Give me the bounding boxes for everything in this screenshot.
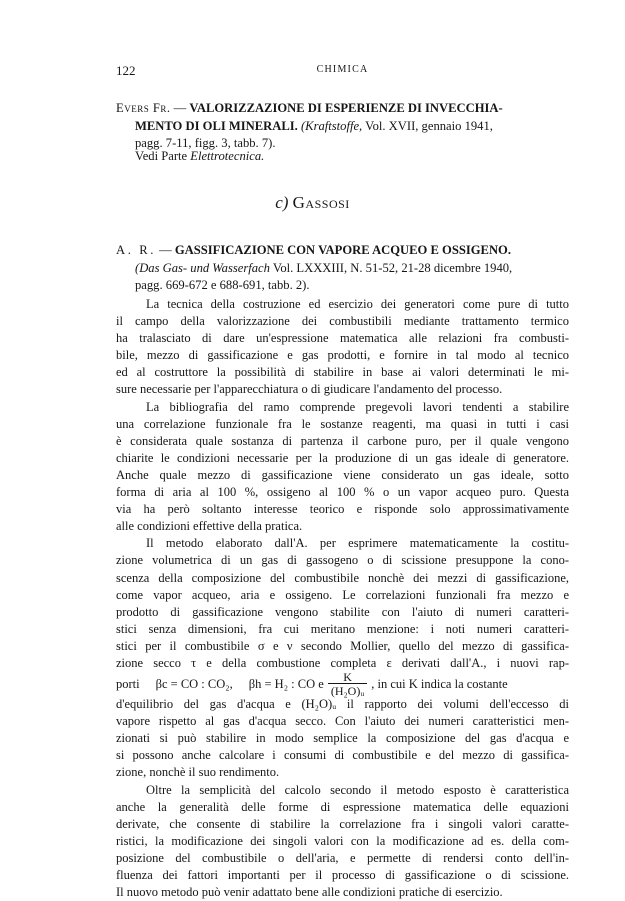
page-number: 122: [116, 63, 136, 78]
entry-author: A. R.: [116, 243, 156, 257]
fraction-denominator: (H₂O)ᵤ: [328, 683, 367, 697]
body-line: zione secco τ e della combustione completa ε derivati dall'A., i nuovi rap-: [116, 655, 569, 670]
body-line: prodotto di gassificazione vengono stabilite con l'aiuto di numeri caratteri-: [116, 604, 569, 619]
body-line: si possono anche calcolare i consumi di combustibile e del mezzo di gassifica-: [116, 748, 569, 763]
formula-tail: , in cui K indica la costante: [371, 676, 508, 691]
body-line: ed al costruttore la possibilità di stabilire in base ai valori determinati le mi-: [116, 365, 569, 380]
body-line: chiarite le condizioni necessarie per la produzione di un gas ideale di generatore.: [116, 450, 569, 465]
body-line: forma di aria al 100 %, ossigeno al 100 % o un vapor acqueo puro. Questa: [116, 485, 569, 500]
body-line: zionati si può stabilire in modo semplice la composizione del gas d'acqua e: [116, 731, 569, 746]
body-line: fluenza dei fattori importanti per il processo di gassificazione o di scissione.: [116, 868, 569, 882]
body-line: vapore rispetto al gas d'acqua secco. Con l'aiuto dei numeri caratteristici men-: [116, 714, 569, 729]
entry-journal: (Das Gas- und Wasserfach: [135, 260, 270, 275]
body-line: Il nuovo metodo può venir adattato bene alle condizioni pratiche di esercizio.: [116, 885, 503, 900]
body-line: d'equilibrio del gas d'acqua e (H₂O)ᵤ il rapporto dei volumi dell'eccesso di: [116, 697, 569, 712]
body-line: sure necessarie per l'apparecchiatura o di giudicare l'andamento del processo.: [116, 382, 503, 397]
entry-author: Evers Fr.: [116, 101, 171, 115]
body-line: La tecnica della costruzione ed esercizio dei generatori come pure di tutto: [146, 297, 569, 311]
body-line: Anche quale mezzo di gassificazione viene considerato un gas ideale, sotto: [116, 467, 569, 482]
body-line: derivate, che consente di stabilire la correlazione fra i singoli valori caratte-: [116, 816, 569, 831]
body-line: zione volumetrica di un gas di gassogeno o di scissione presuppone la cono-: [116, 553, 569, 568]
entry-dash: —: [170, 101, 190, 115]
body-line: stici senza dimensioni, fra cui meritano menzione: i noti numeri caratteri-: [116, 621, 569, 636]
running-head: CHIMICA: [316, 64, 369, 75]
bibliography-entry-evers: [116, 100, 569, 153]
body-line: il campo della valorizzazione dei combustibili mediante trattamento termico: [116, 314, 569, 329]
bibliography-entry-ar: [116, 242, 569, 295]
body-line: alle condizioni effettive della pratica.: [116, 519, 303, 534]
formula-lead: porti: [116, 676, 140, 691]
body-line: scenza della composizione del combustibile nonchè dei mezzi di gassificazione,: [116, 570, 569, 585]
body-line: La bibliografia del ramo comprende pregevoli lavori tendenti a stabilire: [146, 399, 569, 414]
body-line: ha tralasciato di dare un'espressione matematica alle relazioni fra combusti-: [116, 331, 569, 346]
body-line: Oltre la semplicità del calcolo secondo il metodo esposto è caratteristica: [146, 782, 569, 797]
see-also-prefix: Vedi Parte: [135, 149, 191, 163]
section-name: Gassosi: [292, 193, 350, 212]
body-line: ristici, la modificazione dei singoli valori con la modificazione ad es. della com-: [116, 833, 569, 848]
body-line: via ha però soltanto interesse teorico e risponde solo approssimativamente: [116, 502, 569, 517]
body-line: stici per il combustibile σ e ν secondo Mollier, quello del mezzo di gassifica-: [116, 638, 569, 653]
formula-line: [116, 670, 569, 699]
abstract-body: [116, 296, 569, 901]
formula-beta-c: βc = CO : CO₂,: [155, 676, 233, 691]
fraction-numerator: K: [343, 670, 352, 685]
body-line: Il metodo elaborato dall'A. per esprimere matematicamente la costitu-: [146, 536, 569, 551]
body-line: è considerata quale sostanza di partenza il carbone puro, per il quale vengono: [116, 433, 569, 448]
entry-dash: —: [155, 243, 175, 257]
entry-title: GASSIFICAZIONE CON VAPORE ACQUEO E OSSIGENO.: [174, 243, 511, 257]
section-heading: [0, 193, 625, 213]
page-header: [116, 63, 569, 79]
body-line: anche la generalità delle forme di espressione matematica delle equazioni: [116, 799, 569, 814]
entry-citation: Vol. LXXXIII, N. 51-52, 21-28 dicembre 1940,: [269, 260, 513, 275]
entry-pages: pagg. 7-11, figg. 3, tabb. 7).: [135, 136, 276, 150]
entry-pages: pagg. 669-672 e 688-691, tabb. 2).: [135, 278, 310, 292]
body-line: posizione del combustibile o dell'aria, e permette di rendersi conto dell'in-: [116, 850, 569, 865]
entry-title-cont: MENTO DI OLI MINERALI.: [135, 118, 298, 133]
body-line: come vapor acqueo, aria e ossigeno. Le correlazioni funzionali fra mezzo e: [116, 587, 569, 602]
entry-title: VALORIZZAZIONE DI ESPERIENZE DI INVECCHIA-: [189, 101, 503, 115]
entry-journal: (Kraftstoffe,: [300, 118, 363, 133]
section-letter: c): [275, 193, 289, 212]
see-also-ref: Elettrotecnica.: [190, 149, 265, 163]
see-also-note: [135, 149, 264, 164]
body-line: una correlazione funzionale fra le sostanze reagenti, ma quasi in tutti i casi: [116, 416, 569, 431]
entry-citation: Vol. XVII, gennaio 1941,: [362, 118, 493, 133]
body-line: bile, mezzo di gassificazione e gas prodotti, e fornire in tal modo al tecnico: [116, 348, 569, 363]
body-line: zione, nonchè il suo rendimento.: [116, 765, 280, 780]
formula-fraction: [328, 671, 367, 697]
formula-beta-h: βh = H₂ : CO e: [248, 676, 324, 691]
